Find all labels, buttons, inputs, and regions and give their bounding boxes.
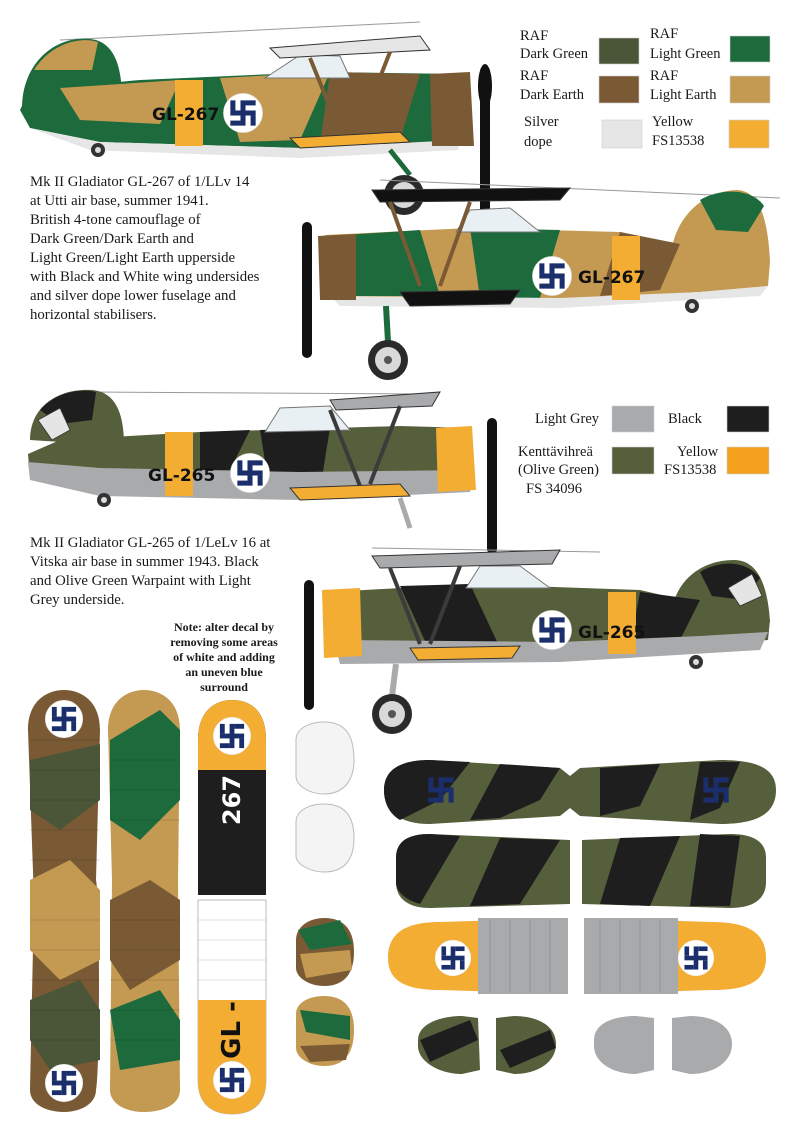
swatch-raf-dark-earth <box>599 76 639 103</box>
swatch-silver-dope <box>602 120 642 148</box>
legend-light-earth-label-2: Light Earth <box>650 87 717 103</box>
legend-silver-label-2: dope <box>524 134 553 150</box>
aircraft-1-lower-wing-plan <box>198 700 266 1114</box>
caption-2-line-4: Grey underside. <box>30 592 125 608</box>
legend-yellow-2-label-2: FS13538 <box>664 462 717 478</box>
caption-1-line-7: and silver dope lower fuselage and <box>30 288 236 304</box>
legend-finnish-colours <box>518 406 769 497</box>
legend-light-earth-label-1: RAF <box>650 68 679 84</box>
decal-note <box>170 620 278 694</box>
aircraft-1-caption <box>30 174 260 323</box>
legend-dark-earth-label-2: Dark Earth <box>520 87 585 103</box>
swatch-olive-green <box>612 447 654 474</box>
aircraft-2-lower-wing-plan <box>396 834 766 908</box>
caption-1-line-8: horizontal stabilisers. <box>30 307 157 323</box>
legend-black-label: Black <box>668 411 702 427</box>
aircraft-2-caption <box>30 535 271 608</box>
aircraft-2-code-starboard: GL-265 <box>578 623 646 643</box>
wing-code-fragment: GL - <box>217 1001 247 1059</box>
swatch-yellow-fs13538 <box>729 120 769 148</box>
caption-1-line-4: Dark Green/Dark Earth and <box>30 231 194 247</box>
aircraft-1-stabilisers <box>296 722 354 1066</box>
legend-light-green-label-2: Light Green <box>650 46 721 62</box>
aircraft-2-code-port: GL-265 <box>148 466 216 486</box>
legend-yellow-label-1: Yellow <box>652 114 694 130</box>
swatch-raf-light-earth <box>730 76 770 103</box>
legend-light-grey-label: Light Grey <box>535 411 600 427</box>
legend-dark-green-label-2: Dark Green <box>520 46 589 62</box>
aircraft-2-under-wing-plan <box>388 918 766 994</box>
legend-yellow-2-label-1: Yellow <box>677 444 719 460</box>
caption-1-line-5: Light Green/Light Earth upperside <box>30 250 236 266</box>
swatch-yellow-fs13538-2 <box>727 447 769 474</box>
note-line-3: of white and adding <box>173 650 275 664</box>
legend-dark-earth-label-1: RAF <box>520 68 549 84</box>
caption-1-line-3: British 4-tone camouflage of <box>30 212 201 228</box>
swatch-raf-light-green <box>730 36 770 62</box>
note-line-2: removing some areas <box>170 635 278 649</box>
caption-2-line-3: and Olive Green Warpaint with Light <box>30 573 251 589</box>
caption-2-line-1: Mk II Gladiator GL-265 of 1/LeLv 16 at <box>30 535 271 551</box>
caption-1-line-2: at Utti air base, summer 1941. <box>30 193 209 209</box>
legend-silver-label-1: Silver <box>524 114 559 130</box>
note-line-1: Note: alter decal by <box>173 620 275 634</box>
caption-2-line-2: Vitska air base in summer 1943. Black <box>30 554 259 570</box>
aircraft-1-code-port: GL-267 <box>152 105 220 125</box>
swatch-light-grey <box>612 406 654 432</box>
legend-olive-label-2: (Olive Green) <box>518 462 599 478</box>
legend-light-green-label-1: RAF <box>650 26 679 42</box>
aircraft-2-starboard-profile <box>304 548 770 734</box>
legend-olive-label-1: Kenttävihreä <box>518 444 593 460</box>
aircraft-1-starboard-profile <box>302 180 780 380</box>
aircraft-2-stabilisers <box>418 1016 732 1074</box>
legend-raf-colours <box>520 26 770 150</box>
legend-dark-green-label-1: RAF <box>520 28 549 44</box>
legend-olive-label-3: FS 34096 <box>526 481 583 497</box>
legend-yellow-label-2: FS13538 <box>652 133 705 149</box>
aircraft-1-upper-wing-plan <box>28 690 180 1112</box>
note-line-5: surround <box>200 680 248 694</box>
aircraft-2-upper-wing-plan <box>384 760 776 824</box>
wing-tail-number: 267 <box>218 774 246 826</box>
caption-1-line-1: Mk II Gladiator GL-267 of 1/LLv 14 <box>30 174 250 190</box>
aircraft-2-port-profile <box>28 390 497 554</box>
caption-1-line-6: with Black and White wing undersides <box>30 269 260 285</box>
swatch-black <box>727 406 769 432</box>
aircraft-1-code-starboard: GL-267 <box>578 268 646 288</box>
swatch-raf-dark-green <box>599 38 639 64</box>
note-line-4: an uneven blue <box>185 665 263 679</box>
